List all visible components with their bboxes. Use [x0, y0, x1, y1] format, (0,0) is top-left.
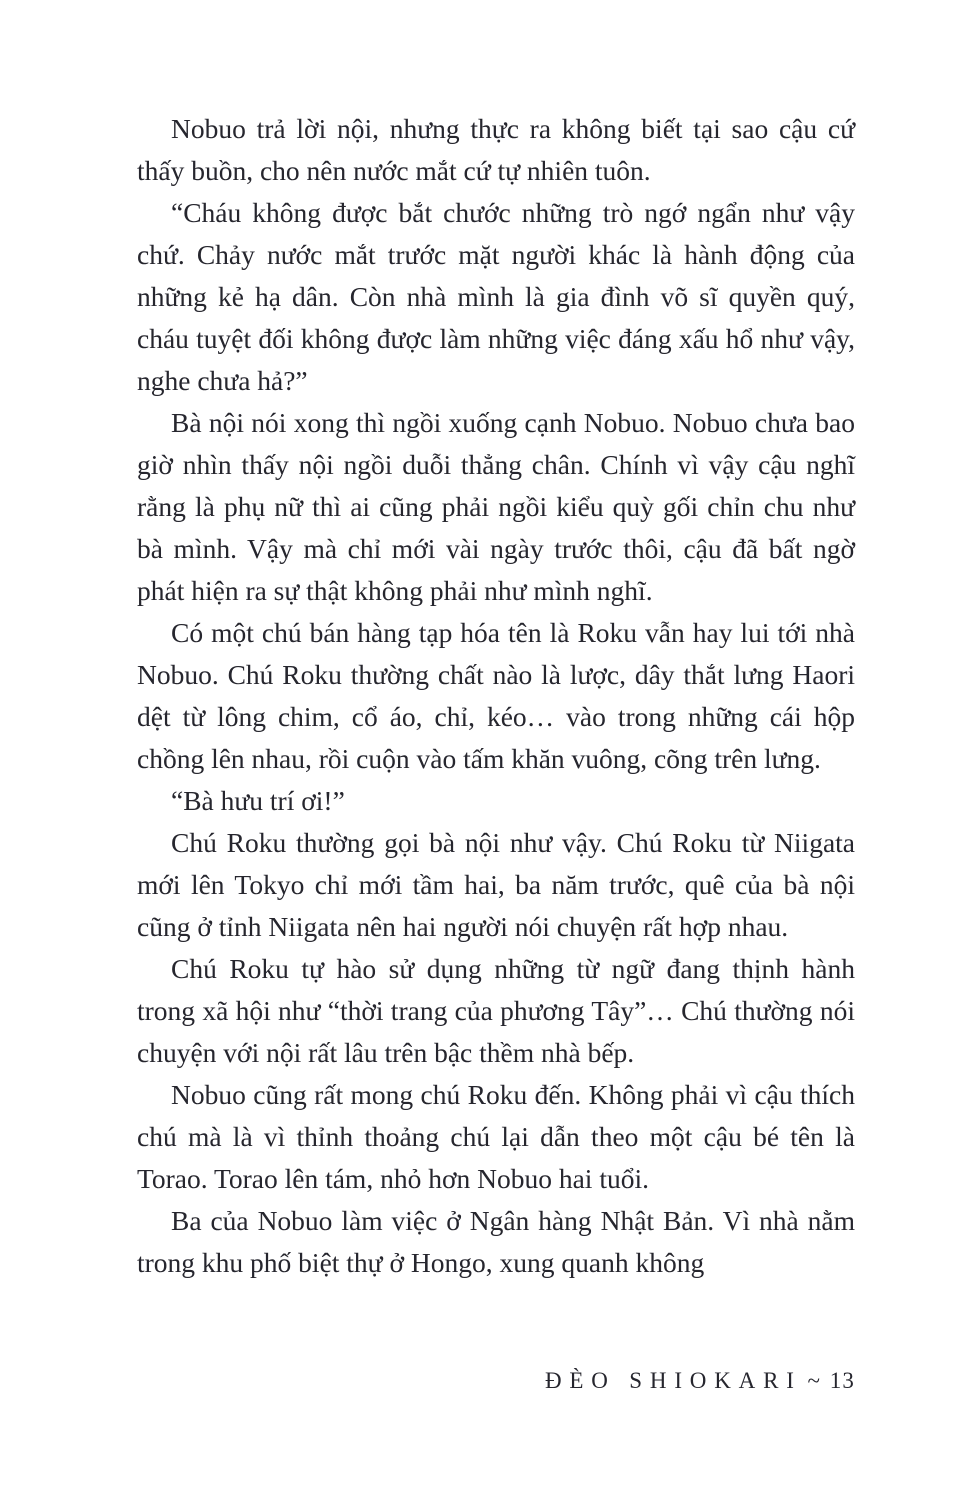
- running-book-title: ĐÈO SHIOKARI: [544, 1368, 802, 1393]
- paragraph: Chú Roku thường gọi bà nội như vậy. Chú Roku từ Niigata mới lên Tokyo chỉ mới tầm hai, ba năm trước, quê của bà nội cũng ở tỉnh Niigata nên hai người nói chuyện rất hợp nhau.: [137, 827, 855, 942]
- paragraph: Ba của Nobuo làm việc ở Ngân hàng Nhật Bản. Vì nhà nằm trong khu phố biệt thự ở Hongo, xung quanh không: [137, 1205, 855, 1278]
- paragraph: “Bà hưu trí ơi!”: [171, 785, 345, 816]
- paragraph: Chú Roku tự hào sử dụng những từ ngữ đang thịnh hành trong xã hội như “thời trang của phương Tây”… Chú thường nói chuyện với nội rất lâu trên bậc thềm nhà bếp.: [137, 953, 855, 1068]
- page-number: 13: [829, 1368, 855, 1393]
- page-footer: [545, 1368, 855, 1394]
- footer-separator: ~: [807, 1368, 820, 1393]
- paragraph: Nobuo cũng rất mong chú Roku đến. Không phải vì cậu thích chú mà là vì thỉnh thoảng chú lại dẫn theo một cậu bé tên là Torao. Torao lên tám, nhỏ hơn Nobuo hai tuổi.: [137, 1079, 855, 1194]
- paragraph: Bà nội nói xong thì ngồi xuống cạnh Nobuo. Nobuo chưa bao giờ nhìn thấy nội ngồi duỗi thẳng chân. Chính vì vậy cậu nghĩ rằng là phụ nữ thì ai cũng phải ngồi kiểu quỳ gối chỉn chu như bà mình. Vậy mà chỉ mới vài ngày trước thôi, cậu đã bất ngờ phát hiện ra sự thật không phải như mình nghĩ.: [137, 407, 855, 606]
- paragraph: Có một chú bán hàng tạp hóa tên là Roku vẫn hay lui tới nhà Nobuo. Chú Roku thường chất nào là lược, dây thắt lưng Haori dệt từ lông chim, cổ áo, chỉ, kéo… vào trong những cái hộp chồng lên nhau, rồi cuộn vào tấm khăn vuông, cõng trên lưng.: [137, 617, 855, 774]
- paragraph: Nobuo trả lời nội, nhưng thực ra không biết tại sao cậu cứ thấy buồn, cho nên nước mắt cứ tự nhiên tuôn.: [137, 113, 855, 186]
- paragraph: “Cháu không được bắt chước những trò ngớ ngẩn như vậy chứ. Chảy nước mắt trước mặt người khác là hành động của những kẻ hạ dân. Còn nhà mình là gia đình võ sĩ quyền quý, cháu tuyệt đối không được làm những việc đáng xấu hổ như vậy, nghe chưa hả?”: [137, 197, 855, 396]
- body-text: [137, 108, 855, 1284]
